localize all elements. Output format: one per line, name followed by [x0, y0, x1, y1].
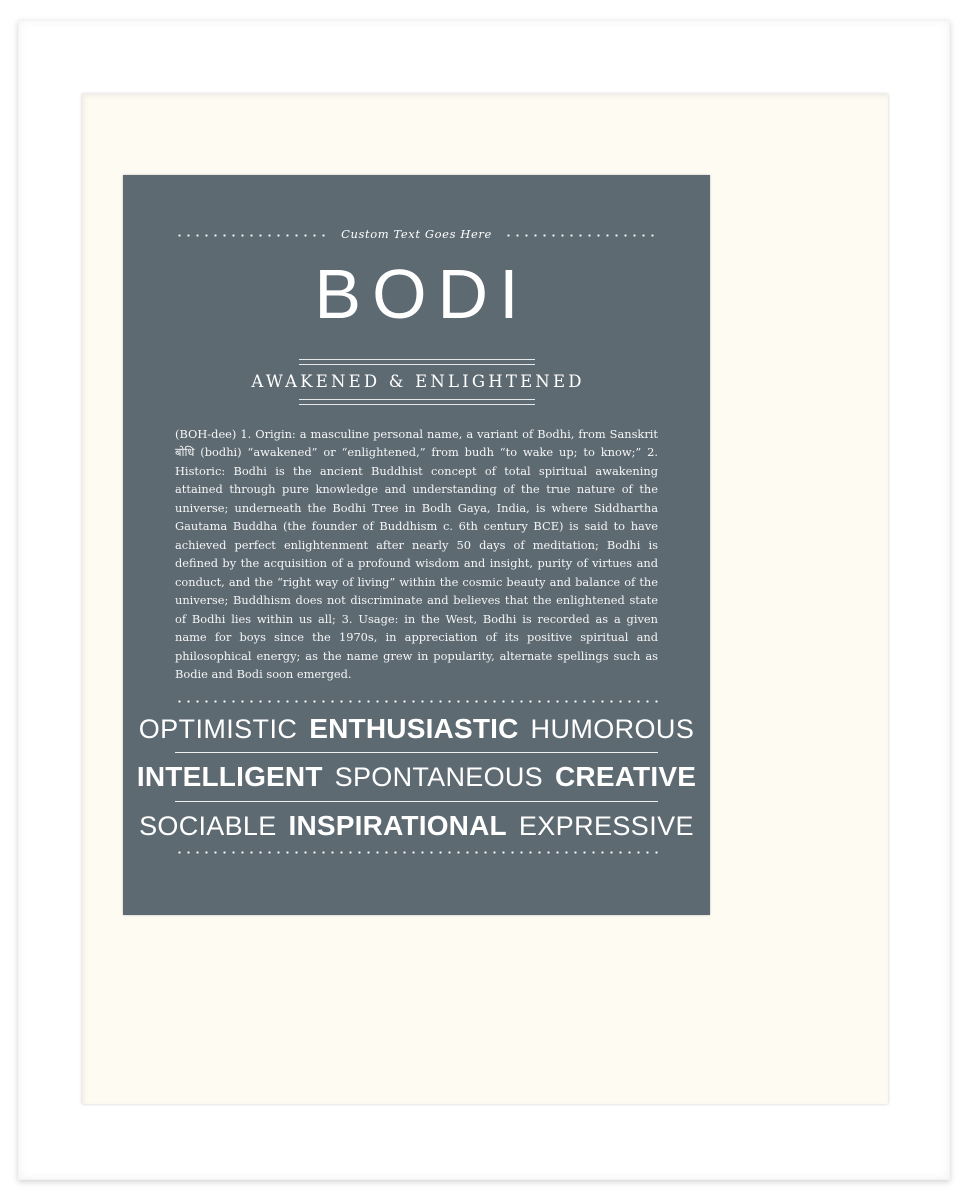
trait-divider [175, 752, 658, 753]
trait-divider [175, 801, 658, 802]
tagline-rule-bottom [299, 399, 535, 405]
dotted-rule-traits-top [175, 700, 658, 703]
trait-word: SOCIABLE [139, 810, 277, 841]
poster-name-title: BODI [314, 255, 530, 333]
traits-block [136, 712, 697, 854]
trait-row [138, 712, 695, 745]
trait-row [136, 761, 697, 793]
custom-text: Custom Text Goes Here [341, 227, 492, 241]
trait-word: EXPRESSIVE [518, 810, 694, 841]
trait-word: OPTIMISTIC [138, 713, 298, 744]
trait-word: SPONTANEOUS [334, 762, 543, 793]
custom-text-row [175, 225, 658, 243]
poster-tagline: AWAKENED & ENLIGHTENED [251, 372, 585, 391]
tagline-block [175, 359, 658, 405]
trait-word: ENTHUSIASTIC [309, 712, 519, 744]
dotted-rule-left [175, 234, 329, 237]
name-art-poster [123, 175, 710, 915]
dotted-rule-right [504, 234, 658, 237]
definition-text: (BOH-dee) 1. Origin: a masculine personal name, a variant of Bodhi, from Sanskrit बोधि (bodhi) “awakened” or “enlightened,” from budh “to wake up; to know;” 2. Historic: Bodhi is the ancient Buddhist concept of total spiritual awakening attained through pure knowledge and understanding of the true nature of the universe; underneath the Bodhi Tree in Bodh Gaya, India, is where Siddhartha Gautama Buddha (the founder of Buddhism c. 6th century BCE) is said to have achieved perfect enlightenment after nearly 50 days of meditation; Bodhi is defined by the acquisition of a profound wisdom and insight, purity of virtues and conduct, and the “right way of living” within the cosmic beauty and balance of the universe; Buddhism does not discriminate and believes that the enlightened state of Bodhi lies within us all; 3. Usage: in the West, Bodhi is recorded as a given name for boys since the 1970s, in appreciation of its positive spiritual and philosophical energy; as the name grew in popularity, alternate spellings such as Bodie and Bodi soon emerged. [175, 427, 658, 682]
dotted-rule-traits-bottom [175, 851, 658, 854]
trait-row [139, 809, 694, 842]
trait-word: CREATIVE [555, 761, 697, 793]
trait-word: INSPIRATIONAL [288, 809, 507, 841]
trait-word: INTELLIGENT [136, 761, 323, 793]
trait-word: HUMOROUS [530, 713, 695, 744]
picture-frame [18, 20, 950, 1180]
